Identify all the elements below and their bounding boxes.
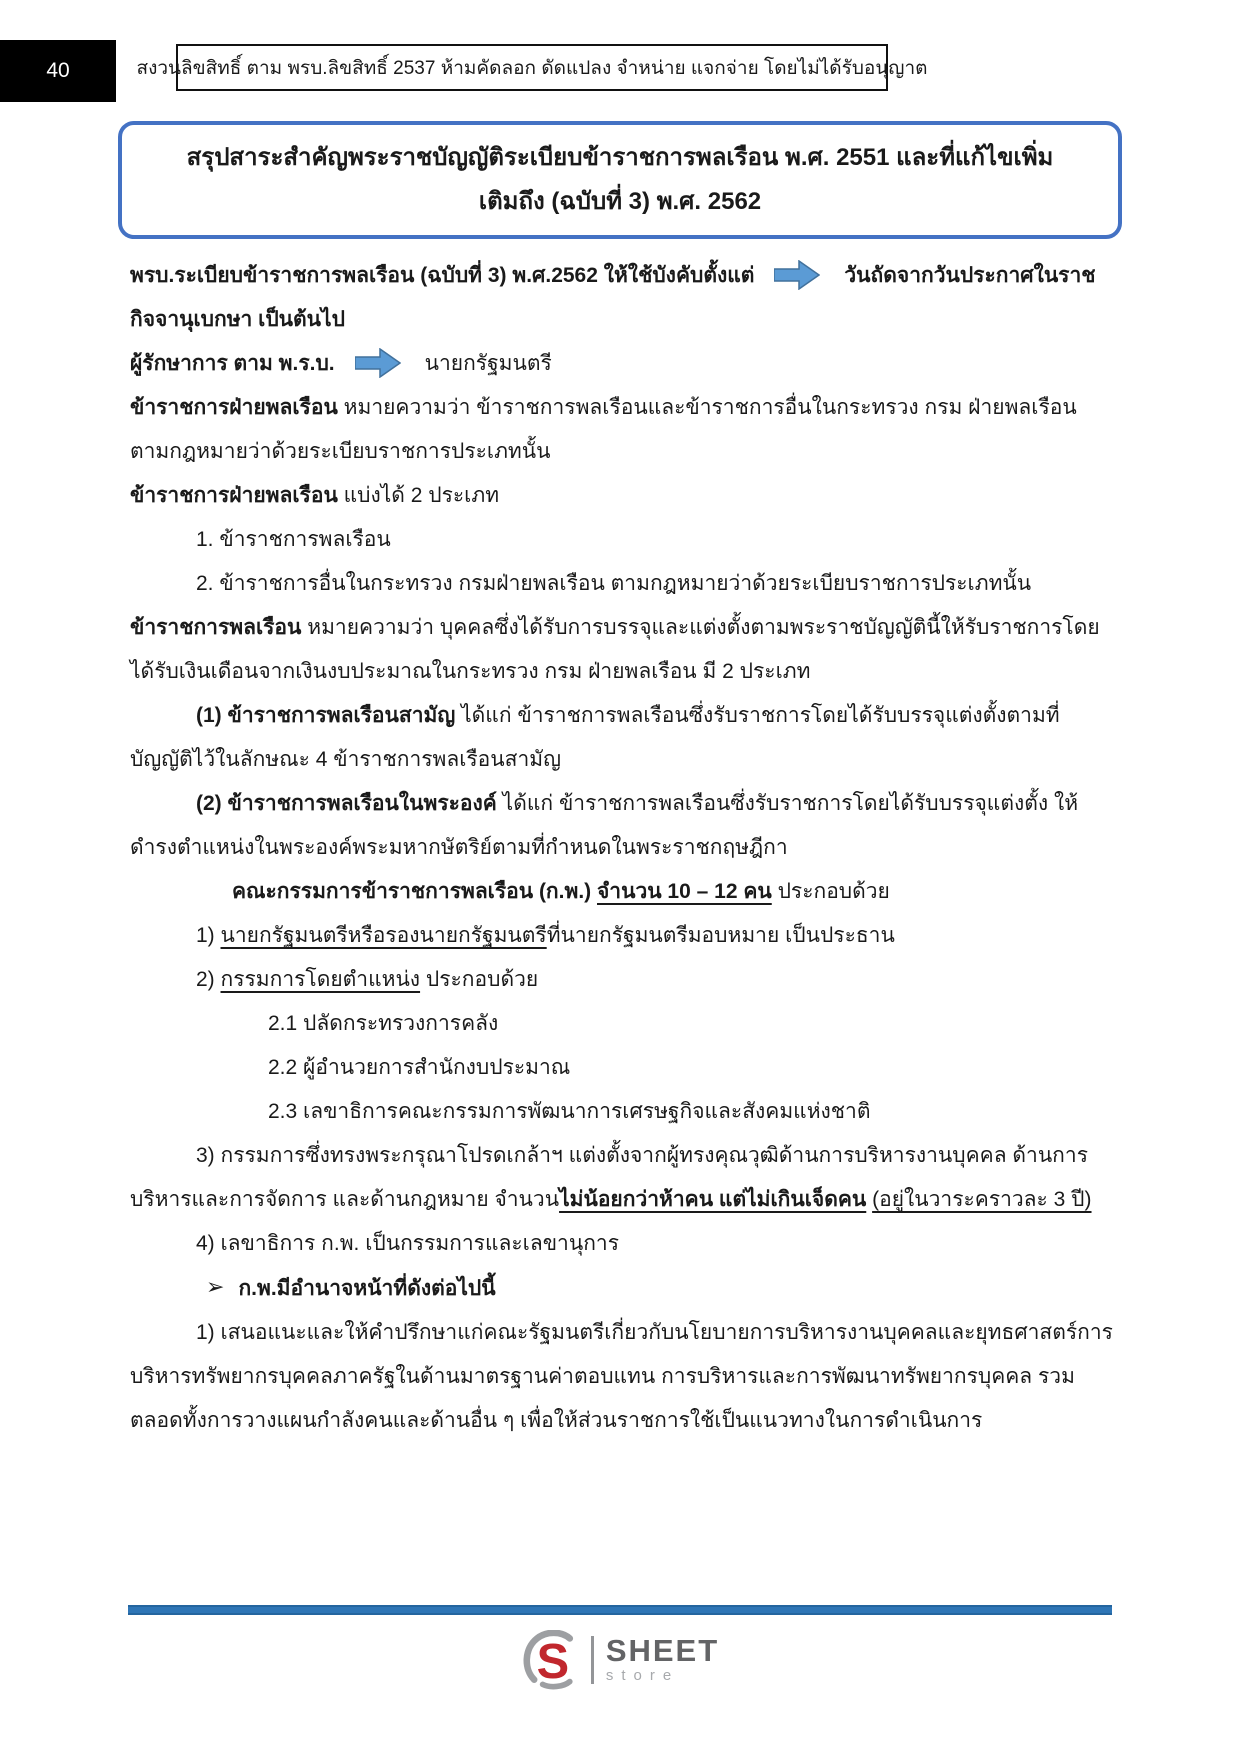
sheet-store-logo-icon bbox=[521, 1630, 583, 1690]
page-number: 40 bbox=[46, 59, 70, 82]
text-segment: ประกอบด้วย bbox=[420, 968, 539, 991]
text-segment: ได้แก่ ข้าราชการพลเรือนซึ่งรับราชการโดยได้รับบรรจุแต่งตั้งตามที่บัญญัติไว้ในลักษณะ 4 ข้าราชการพลเรือนสามัญ bbox=[130, 704, 1060, 771]
paragraph bbox=[130, 914, 1114, 958]
paragraph bbox=[130, 254, 1114, 342]
text-segment: ก.พ.มีอำนาจหน้าที่ดังต่อไปนี้ bbox=[238, 1277, 496, 1300]
text-segment: หมายความว่า ข้าราชการพลเรือนและข้าราชการอื่นในกระทรวง กรม ฝ่ายพลเรือน ตามกฎหมายว่าด้วยระเบียบราชการประเภทนั้น bbox=[130, 396, 1077, 463]
text-segment: ข้าราชการฝ่ายพลเรือน bbox=[130, 396, 338, 419]
text-segment: ที่นายกรัฐมนตรีมอบหมาย เป็นประธาน bbox=[546, 924, 895, 947]
paragraph bbox=[130, 518, 1114, 562]
text-segment: 1) bbox=[196, 924, 221, 947]
paragraph bbox=[130, 1046, 1114, 1090]
text-segment: กรรมการโดยตำแหน่ง bbox=[220, 968, 421, 991]
text-segment: 3) กรรมการซึ่งทรงพระกรุณาโปรดเกล้าฯ แต่งตั้งจากผู้ทรงคุณวุฒิด้านการบริหารงานบุคคล ด้านการบริหารและการจัดการ และด้านกฎหมาย จำนวน bbox=[130, 1144, 1088, 1211]
document-title: สรุปสาระสำคัญพระราชบัญญัติระเบียบข้าราชการพลเรือน พ.ศ. 2551 และที่แก้ไขเพิ่มเติมถึง (ฉบับที่ 3) พ.ศ. 2562 bbox=[186, 144, 1054, 215]
brand-text bbox=[606, 1635, 719, 1685]
document-title-box bbox=[118, 121, 1122, 239]
paragraph bbox=[130, 474, 1114, 518]
copyright-notice-box bbox=[136, 44, 928, 91]
text-segment: จำนวน 10 – 12 คน bbox=[597, 880, 772, 903]
paragraph bbox=[130, 1266, 1114, 1311]
text-segment: 1) เสนอแนะและให้คำปรึกษาแก่คณะรัฐมนตรีเกี่ยวกับนโยบายการบริหารงานบุคคลและยุทธศาสตร์การบริหารทรัพยากรบุคคลภาครัฐในด้านมาตรฐานค่าตอบแทน การบริหารและการพัฒนาทรัพยากรบุคคล รวมตลอดทั้งการวางแผนกำลังคนและด้านอื่น ๆ เพื่อให้ส่วนราชการใช้เป็นแนวทางในการดำเนินการ bbox=[130, 1321, 1113, 1432]
text-segment: ข้าราชการฝ่ายพลเรือน bbox=[130, 484, 338, 507]
paragraph bbox=[130, 1311, 1114, 1443]
paragraph bbox=[130, 694, 1114, 782]
page-number-badge bbox=[0, 40, 116, 102]
text-segment: คณะกรรมการข้าราชการพลเรือน (ก.พ.) bbox=[232, 880, 597, 903]
text-segment: 2.1 ปลัดกระทรวงการคลัง bbox=[268, 1012, 499, 1035]
text-segment: 2) bbox=[196, 968, 221, 991]
text-segment: ข้าราชการพลเรือน bbox=[130, 616, 302, 639]
text-segment: พรบ.ระเบียบข้าราชการพลเรือน (ฉบับที่ 3) พ.ศ.2562 ให้ใช้บังคับตั้งแต่ bbox=[130, 264, 755, 287]
text-segment: 4) เลขาธิการ ก.พ. เป็นกรรมการและเลขานุการ bbox=[196, 1232, 619, 1255]
text-segment: 2. ข้าราชการอื่นในกระทรวง กรมฝ่ายพลเรือน ตามกฎหมายว่าด้วยระเบียบราชการประเภทนั้น bbox=[196, 572, 1032, 595]
paragraph bbox=[130, 1090, 1114, 1134]
paragraph bbox=[130, 870, 1114, 914]
brand-name: SHEET bbox=[605, 1633, 720, 1668]
logo-monogram: S bbox=[536, 1634, 570, 1689]
text-segment: (อยู่ในวาระคราวละ 3 ปี) bbox=[872, 1188, 1092, 1211]
paragraph bbox=[130, 606, 1114, 694]
paragraph bbox=[130, 342, 1114, 386]
text-segment: 1. ข้าราชการพลเรือน bbox=[196, 528, 391, 551]
text-segment: ผู้รักษาการ ตาม พ.ร.บ. bbox=[130, 352, 335, 375]
paragraph bbox=[130, 958, 1114, 1002]
footer-divider bbox=[128, 1605, 1112, 1615]
brand-subtitle: store bbox=[605, 1667, 680, 1684]
text-segment: ได้แก่ ข้าราชการพลเรือนซึ่งรับราชการโดยได้รับบรรจุแต่งตั้ง ให้ดำรงตำแหน่งในพระองค์พระมหากษัตริย์ตามที่กำหนดในพระราชกฤษฎีกา bbox=[130, 792, 1079, 859]
paragraph bbox=[130, 386, 1114, 474]
text-segment: 2.2 ผู้อำนวยการสำนักงบประมาณ bbox=[268, 1056, 571, 1079]
copyright-text: สงวนลิขสิทธิ์ ตาม พรบ.ลิขสิทธิ์ 2537 ห้ามคัดลอก ดัดแปลง จำหน่าย แจกจ่าย โดยไม่ได้รับอนุญาต bbox=[136, 57, 928, 79]
document-body bbox=[130, 254, 1114, 1443]
text-segment: 2.3 เลขาธิการคณะกรรมการพัฒนาการเศรษฐกิจและสังคมแห่งชาติ bbox=[268, 1100, 871, 1123]
text-segment: (2) ข้าราชการพลเรือนในพระองค์ bbox=[196, 792, 497, 815]
paragraph bbox=[130, 562, 1114, 606]
text-segment: วันถัดจากวันประกาศในราชกิจจานุเบกษา เป็นต้นไป bbox=[130, 264, 1096, 331]
paragraph bbox=[130, 1222, 1114, 1266]
block-arrow-icon bbox=[355, 348, 401, 378]
text-segment: นายกรัฐมนตรี bbox=[424, 352, 552, 375]
block-arrow-icon bbox=[774, 260, 820, 290]
logo-divider bbox=[591, 1636, 594, 1684]
paragraph bbox=[130, 1002, 1114, 1046]
sheet-store-logo bbox=[0, 1630, 1240, 1690]
text-segment: ไม่น้อยกว่าห้าคน แต่ไม่เกินเจ็ดคน bbox=[559, 1188, 867, 1211]
text-segment: หมายความว่า บุคคลซึ่งได้รับการบรรจุและแต่งตั้งตามพระราชบัญญัตินี้ให้รับราชการโดยได้รับเงินเดือนจากเงินงบประมาณในกระทรวง กรม ฝ่ายพลเรือน มี 2 ประเภท bbox=[130, 616, 1100, 683]
text-segment: แบ่งได้ 2 ประเภท bbox=[337, 484, 500, 507]
text-segment: ประกอบด้วย bbox=[771, 880, 890, 903]
paragraph bbox=[130, 782, 1114, 870]
text-segment: (1) ข้าราชการพลเรือนสามัญ bbox=[196, 704, 456, 727]
arrow-bullet-icon: ➢ bbox=[206, 1274, 225, 1299]
paragraph bbox=[130, 1134, 1114, 1222]
text-segment: นายกรัฐมนตรีหรือรองนายกรัฐมนตรี bbox=[220, 924, 547, 947]
